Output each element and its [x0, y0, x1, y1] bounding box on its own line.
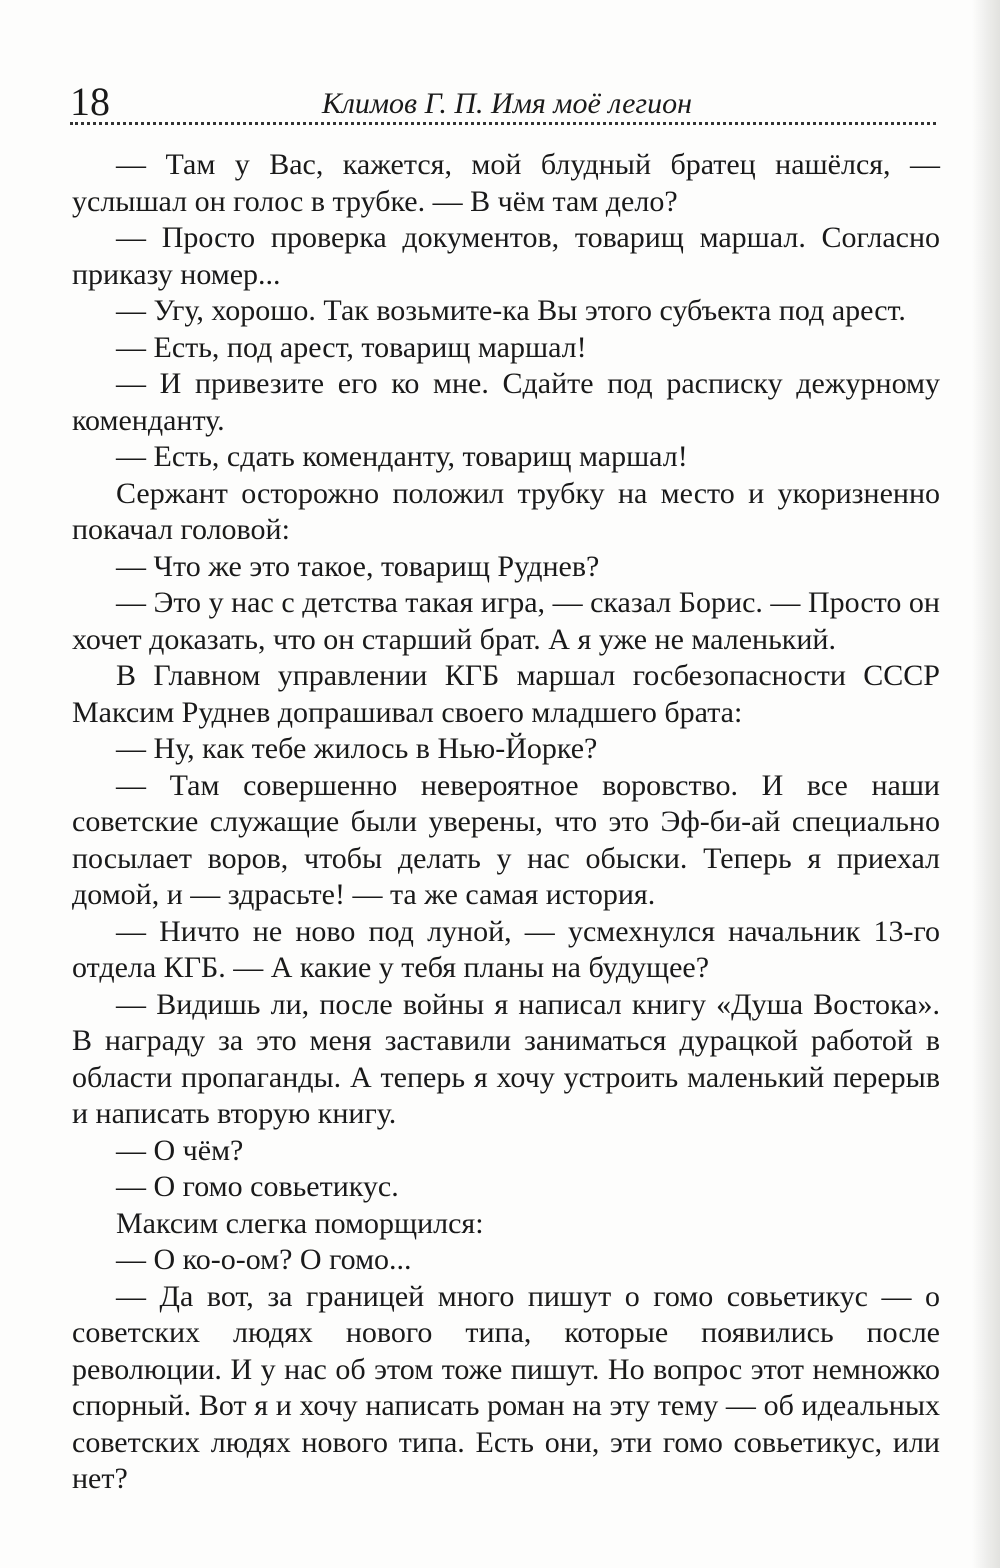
page-edge-shadow [972, 0, 1000, 1568]
header-dotted-rule [70, 122, 936, 125]
paragraph: Максим слегка поморщился: [116, 1206, 484, 1240]
paragraph: — Что же это такое, товарищ Руднев? [116, 549, 600, 583]
paragraph: — Есть, под арест, товарищ маршал! [116, 330, 587, 364]
paragraph: — Это у нас с детства такая игра, — сказал Борис. — Просто он хочет доказать, что он старший брат. А я уже не маленький. [72, 586, 940, 656]
paragraph: — Угу, хорошо. Так возьмите-ка Вы этого субъекта под арест. [116, 294, 906, 327]
paragraph: — Просто проверка документов, товарищ маршал. Согласно приказу номер... [72, 221, 940, 291]
paragraph: — Там совершенно невероятное воровство. И все наши советские служащие были уверены, что это Эф-би-ай специально посылает воров, чтобы делать у нас обыски. Теперь я приехал домой, и — здрасьте! — та же самая история. [72, 768, 940, 911]
running-title: Климов Г. П. Имя моё легион [321, 87, 692, 120]
paragraph: В Главном управлении КГБ маршал госбезопасности СССР Максим Руднев допрашивал своего младшего брата: [72, 659, 940, 729]
paragraph: — Ну, как тебе жилось в Нью-Йорке? [116, 732, 598, 765]
paragraph: — Ничто не ново под луной, — усмехнулся начальник 13-го отдела КГБ. — А какие у тебя планы на будущее? [72, 914, 940, 984]
paragraph: — И привезите его ко мне. Сдайте под расписку дежурному коменданту. [72, 367, 940, 437]
page-number: 18 [70, 79, 110, 124]
paragraph: — Да вот, за границей много пишут о гомо совьетикус — о советских людях нового типа, которые появились после революции. И у нас об этом тоже пишут. Но вопрос этот немножко спорный. Вот я и хочу написать роман на эту тему — об идеальных советских людях нового типа. Есть они, эти гомо совьетикус, или нет? [72, 1279, 940, 1495]
paragraph: — Есть, сдать коменданту, товарищ маршал! [116, 440, 688, 473]
page-body-text [72, 147, 940, 1498]
paragraph: — О гомо совьетикус. [116, 1170, 399, 1203]
paragraph: Сержант осторожно положил трубку на место и укоризненно покачал головой: [72, 476, 940, 546]
paragraph: — Видишь ли, после войны я написал книгу «Душа Востока». В награду за это меня заставили заниматься дурацкой работой в области пропаганды. А теперь я хочу устроить маленький перерыв и написать вторую книгу. [72, 987, 940, 1130]
paragraph: — Там у Вас, кажется, мой блудный братец нашёлся, — услышал он голос в трубке. — В чём там дело? [72, 148, 940, 218]
paragraph: — О ко-о-ом? О гомо... [116, 1243, 412, 1276]
paragraph: — О чём? [116, 1133, 244, 1167]
page-header [70, 62, 936, 126]
